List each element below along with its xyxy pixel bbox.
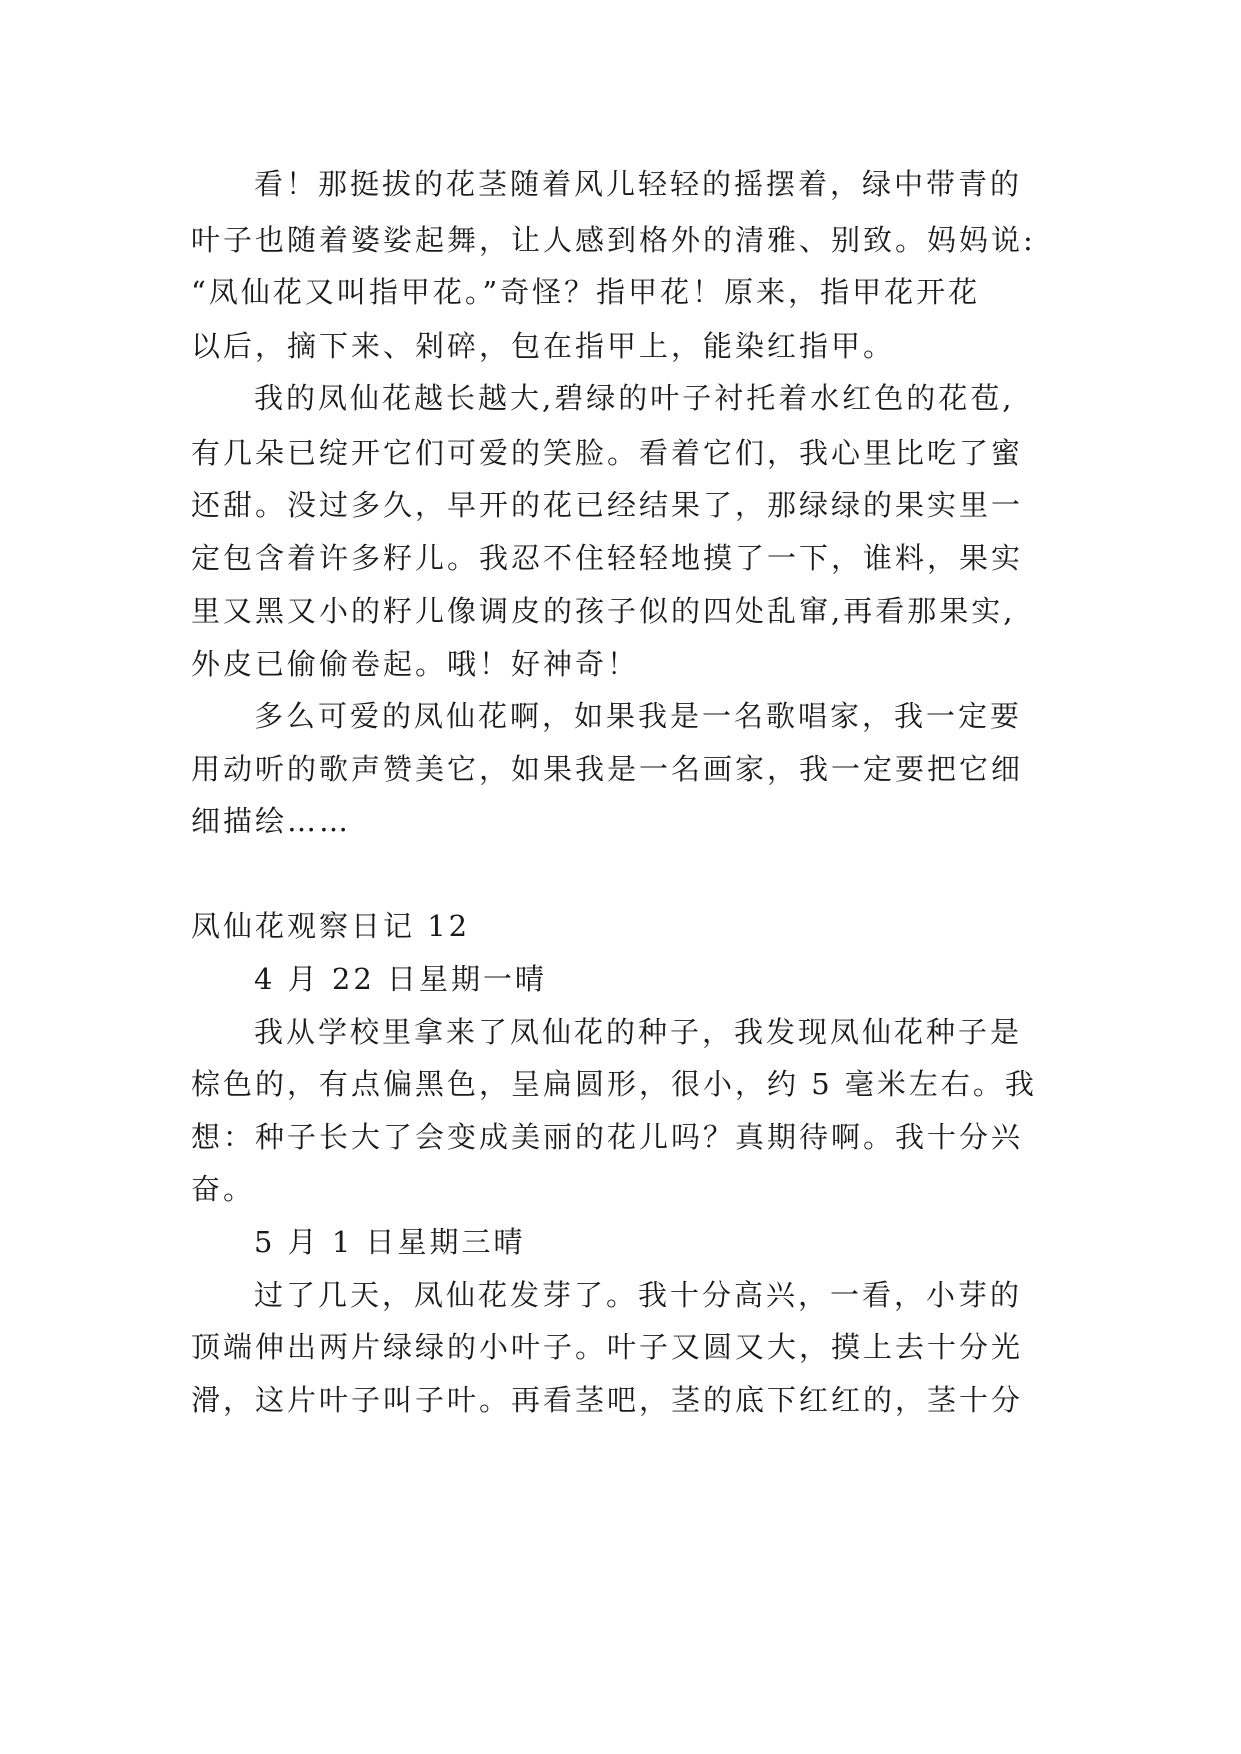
date-heading: 5 月 1 日星期三晴 bbox=[254, 1225, 526, 1259]
paragraph-line: 我从学校里拿来了凤仙花的种子，我发现凤仙花种子是 bbox=[254, 1015, 1023, 1049]
section-title: 凤仙花观察日记 12 bbox=[191, 909, 471, 943]
paragraph-line: 多么可爱的凤仙花啊，如果我是一名歌唱家，我一定要 bbox=[254, 699, 1023, 733]
paragraph-line: 外皮已偷偷卷起。哦！好神奇！ bbox=[191, 647, 640, 681]
paragraph-line: 还甜。没过多久，早开的花已经结果了，那绿绿的果实里一 bbox=[191, 488, 1024, 522]
paragraph-line: 以后，摘下来、剁碎，包在指甲上，能染红指甲。 bbox=[191, 329, 896, 363]
paragraph-line: 里又黑又小的籽儿像调皮的孩子似的四处乱窜,再看那果实, bbox=[191, 594, 1016, 628]
paragraph-line: 叶子也随着婆娑起舞，让人感到格外的清雅、别致。妈妈说: bbox=[191, 223, 1036, 257]
paragraph-line: 细描绘…… bbox=[191, 804, 352, 838]
paragraph-line: 我的凤仙花越长越大,碧绿的叶子衬托着水红色的花苞, bbox=[254, 381, 1015, 415]
paragraph-line: 看！那挺拔的花茎随着风儿轻轻的摇摆着，绿中带青的 bbox=[254, 167, 1023, 201]
paragraph-line: 滑，这片叶子叫子叶。再看茎吧，茎的底下红红的，茎十分 bbox=[191, 1383, 1024, 1417]
paragraph-line: “凤仙花又叫指甲花。”奇怪？指甲花！原来，指甲花开花 bbox=[191, 275, 981, 309]
paragraph-line: 定包含着许多籽儿。我忍不住轻轻地摸了一下，谁料，果实 bbox=[191, 541, 1024, 575]
paragraph-line: 奋。 bbox=[191, 1172, 256, 1206]
paragraph-line: 顶端伸出两片绿绿的小叶子。叶子又圆又大，摸上去十分光 bbox=[191, 1330, 1024, 1364]
paragraph-line: 棕色的，有点偏黑色，呈扁圆形，很小，约 5 毫米左右。我 bbox=[191, 1067, 1037, 1101]
date-heading: 4 月 22 日星期一晴 bbox=[254, 962, 548, 996]
paragraph-line: 过了几天，凤仙花发芽了。我十分高兴，一看，小芽的 bbox=[254, 1278, 1023, 1312]
paragraph-line: 用动听的歌声赞美它，如果我是一名画家，我一定要把它细 bbox=[191, 752, 1024, 786]
paragraph-line: 想：种子长大了会变成美丽的花儿吗？真期待啊。我十分兴 bbox=[191, 1120, 1024, 1154]
paragraph-line: 有几朵已绽开它们可爱的笑脸。看着它们，我心里比吃了蜜 bbox=[191, 436, 1024, 470]
